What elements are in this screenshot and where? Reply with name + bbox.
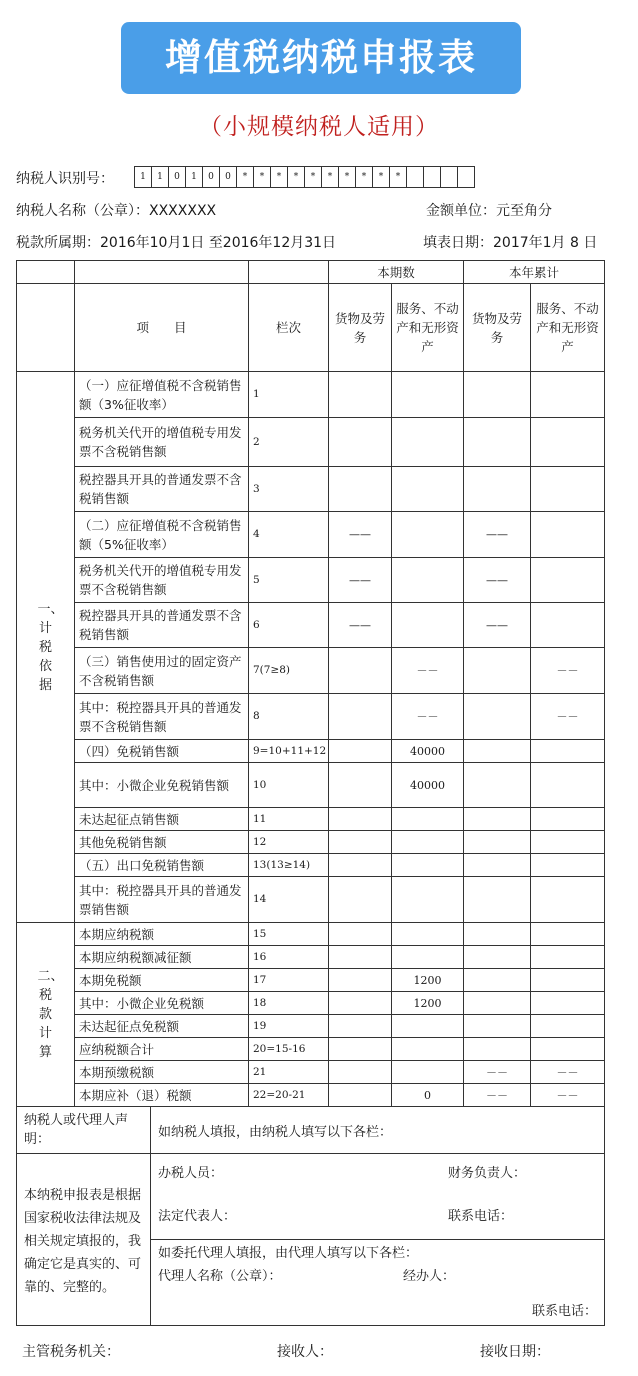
cell-services-current — [392, 808, 464, 831]
cell-services-ytd — [531, 763, 605, 808]
row-item-label: 本期免税额 — [75, 969, 249, 992]
cell-goods-ytd — [464, 648, 531, 694]
cell-services-current — [392, 1015, 464, 1038]
cell-services-ytd — [531, 992, 605, 1015]
taxpayer-id-box: * — [270, 166, 288, 188]
cell-services-current — [392, 923, 464, 946]
row-item-label: 其中：税控器具开具的普通发票不含税销售额 — [75, 694, 249, 740]
row-line-number: 6 — [249, 603, 329, 648]
cell-services-current — [392, 512, 464, 558]
cell-services-ytd: －－ — [531, 648, 605, 694]
cell-goods-ytd — [464, 418, 531, 467]
declaration-statement: 本纳税申报表是根据国家税收法律法规及相关规定填报的，我确定它是真实的、可靠的、完整的。 — [17, 1154, 151, 1326]
cell-services-ytd: －－ — [531, 694, 605, 740]
cell-goods-current — [329, 648, 392, 694]
tax-period-value: 2016年10月1日 至2016年12月31日 — [100, 235, 337, 251]
fill-date-row — [423, 232, 597, 252]
table-row — [17, 740, 605, 763]
row-item-label: 未达起征点免税额 — [75, 1015, 249, 1038]
tax-authority-label: 主管税务机关： — [22, 1344, 120, 1360]
phone-label: 联系电话： — [448, 1209, 514, 1224]
cell-services-ytd — [531, 372, 605, 418]
row-item-label: 税务机关代开的增值税专用发票不含税销售额 — [75, 418, 249, 467]
row-line-number: 18 — [249, 992, 329, 1015]
section-label: 一、计税依据 — [37, 601, 64, 693]
agent-signature-area — [151, 1240, 604, 1325]
form-title: 增值税纳税申报表 — [121, 22, 521, 94]
cell-goods-current — [329, 1038, 392, 1061]
table-row — [17, 808, 605, 831]
cell-goods-current — [329, 763, 392, 808]
row-line-number: 10 — [249, 763, 329, 808]
table-row — [17, 854, 605, 877]
row-line-number: 21 — [249, 1061, 329, 1084]
cell-goods-current: —— — [329, 558, 392, 603]
cell-goods-current — [329, 969, 392, 992]
tax-period-row — [16, 232, 336, 252]
header-blank-b — [75, 261, 249, 284]
header-goods-ytd: 货物及劳务 — [464, 284, 531, 372]
row-item-label: 其中：税控器具开具的普通发票销售额 — [75, 877, 249, 923]
taxpayer-id-box: * — [236, 166, 254, 188]
row-line-number: 13(13≥14) — [249, 854, 329, 877]
table-row — [17, 418, 605, 467]
row-item-label: （四）免税销售额 — [75, 740, 249, 763]
cell-services-ytd — [531, 854, 605, 877]
row-line-number: 7(7≥8) — [249, 648, 329, 694]
row-item-label: （五）出口免税销售额 — [75, 854, 249, 877]
taxpayer-id-box: 1 — [134, 166, 152, 188]
row-item-label: 税务机关代开的增值税专用发票不含税销售额 — [75, 558, 249, 603]
taxpayer-id-box: * — [389, 166, 407, 188]
row-item-label: （二）应征增值税不含税销售额（5%征收率） — [75, 512, 249, 558]
row-item-label: 税控器具开具的普通发票不含税销售额 — [75, 603, 249, 648]
receive-date-label: 接收日期： — [480, 1344, 550, 1360]
row-item-label: （一）应征增值税不含税销售额（3%征收率） — [75, 372, 249, 418]
cell-goods-ytd — [464, 854, 531, 877]
cell-goods-ytd — [464, 763, 531, 808]
section-tax-calculation — [17, 923, 75, 1107]
cell-services-current — [392, 467, 464, 512]
self-fill-instruction: 如纳税人填报，由纳税人填写以下各栏： — [151, 1107, 605, 1154]
taxpayer-id-box: * — [321, 166, 339, 188]
taxpayer-id-box: * — [304, 166, 322, 188]
cell-goods-ytd — [464, 694, 531, 740]
cell-goods-ytd — [464, 1015, 531, 1038]
cell-goods-ytd: —— — [464, 512, 531, 558]
table-row — [17, 558, 605, 603]
cell-services-current — [392, 946, 464, 969]
taxpayer-name-row — [16, 200, 216, 220]
amount-unit-label: 金额单位： — [426, 203, 496, 219]
agent-name-line — [158, 1265, 597, 1288]
taxpayer-id-box: * — [287, 166, 305, 188]
cell-goods-ytd — [464, 831, 531, 854]
table-row — [17, 1084, 605, 1107]
agent-phone-label: 联系电话： — [531, 1304, 597, 1319]
cell-services-ytd — [531, 603, 605, 648]
taxpayer-signature-area — [151, 1154, 604, 1240]
cell-services-current — [392, 558, 464, 603]
cell-services-ytd — [531, 1015, 605, 1038]
row-item-label: 其中：小微企业免税额 — [75, 992, 249, 1015]
taxpayer-id-box: * — [372, 166, 390, 188]
row-line-number: 9=10+11+12 — [249, 740, 329, 763]
table-row — [17, 969, 605, 992]
cell-services-current: 1200 — [392, 992, 464, 1015]
cell-goods-current — [329, 372, 392, 418]
cell-goods-ytd — [464, 992, 531, 1015]
taxpayer-id-box: 0 — [219, 166, 237, 188]
cell-services-current: 40000 — [392, 740, 464, 763]
row-line-number: 11 — [249, 808, 329, 831]
cell-services-ytd — [531, 1038, 605, 1061]
row-item-label: 其他免税销售额 — [75, 831, 249, 854]
cell-goods-ytd — [464, 808, 531, 831]
cell-goods-current — [329, 923, 392, 946]
cell-services-current — [392, 418, 464, 467]
table-row — [17, 467, 605, 512]
taxpayer-id-box: 0 — [168, 166, 186, 188]
cell-goods-ytd — [464, 1038, 531, 1061]
taxpayer-id-box: * — [338, 166, 356, 188]
handler-label: 办税人员： — [158, 1166, 224, 1181]
agent-phone-line — [158, 1300, 597, 1323]
section-tax-basis — [17, 372, 75, 923]
taxpayer-name-value: XXXXXXX — [149, 203, 217, 219]
header-current-period: 本期数 — [329, 261, 464, 284]
row-line-number: 12 — [249, 831, 329, 854]
header-item: 项 目 — [75, 284, 249, 372]
row-item-label: 未达起征点销售额 — [75, 808, 249, 831]
taxpayer-id-label: 纳税人识别号： — [16, 171, 114, 187]
table-row — [17, 1015, 605, 1038]
row-line-number: 1 — [249, 372, 329, 418]
cell-services-ytd — [531, 558, 605, 603]
cell-services-ytd — [531, 923, 605, 946]
receiver-label: 接收人： — [277, 1344, 333, 1360]
header-blank-a — [17, 261, 75, 284]
cell-services-ytd — [531, 831, 605, 854]
cell-goods-current — [329, 467, 392, 512]
cell-goods-ytd — [464, 372, 531, 418]
row-line-number: 15 — [249, 923, 329, 946]
fill-date-label: 填表日期： — [423, 235, 493, 251]
header-services-current: 服务、不动产和无形资产 — [392, 284, 464, 372]
cell-services-current: 0 — [392, 1084, 464, 1107]
taxpayer-id-box — [423, 166, 441, 188]
cell-services-current — [392, 877, 464, 923]
cell-goods-ytd — [464, 969, 531, 992]
cell-goods-ytd — [464, 467, 531, 512]
cell-services-ytd — [531, 512, 605, 558]
cell-goods-ytd: —— — [464, 558, 531, 603]
form-subtitle: （小规模纳税人适用） — [199, 114, 439, 140]
taxpayer-id-box — [406, 166, 424, 188]
table-row — [17, 372, 605, 418]
table-row — [17, 992, 605, 1015]
cell-services-current — [392, 1038, 464, 1061]
cell-goods-current — [329, 854, 392, 877]
row-item-label: 税控器具开具的普通发票不含税销售额 — [75, 467, 249, 512]
cell-goods-current — [329, 808, 392, 831]
cell-services-current — [392, 854, 464, 877]
cell-services-ytd — [531, 808, 605, 831]
header-line: 栏次 — [249, 284, 329, 372]
row-line-number: 3 — [249, 467, 329, 512]
declaration-table — [16, 260, 605, 1107]
cell-goods-ytd — [464, 946, 531, 969]
taxpayer-id-box: * — [355, 166, 373, 188]
cell-goods-current — [329, 418, 392, 467]
table-row — [17, 831, 605, 854]
cell-goods-ytd: －－ — [464, 1084, 531, 1107]
amount-unit-value: 元至角分 — [496, 203, 552, 219]
cell-goods-current — [329, 946, 392, 969]
header-services-ytd: 服务、不动产和无形资产 — [531, 284, 605, 372]
row-line-number: 20=15-16 — [249, 1038, 329, 1061]
finance-head-label: 财务负责人： — [448, 1166, 527, 1181]
table-row — [17, 512, 605, 558]
amount-unit-row — [426, 200, 552, 220]
cell-services-ytd — [531, 877, 605, 923]
section-label: 二、税款计算 — [37, 969, 64, 1060]
taxpayer-id-box: 0 — [202, 166, 220, 188]
cell-services-current: 1200 — [392, 969, 464, 992]
taxpayer-id-box — [457, 166, 475, 188]
row-line-number: 19 — [249, 1015, 329, 1038]
taxpayer-id-box: 1 — [151, 166, 169, 188]
cell-goods-ytd — [464, 923, 531, 946]
cell-goods-ytd: —— — [464, 603, 531, 648]
row-item-label: 本期预缴税额 — [75, 1061, 249, 1084]
row-item-label: （三）销售使用过的固定资产不含税销售额 — [75, 648, 249, 694]
cell-goods-current — [329, 740, 392, 763]
header-goods-current: 货物及劳务 — [329, 284, 392, 372]
cell-services-ytd — [531, 946, 605, 969]
cell-services-current: －－ — [392, 694, 464, 740]
table-row — [17, 946, 605, 969]
cell-goods-current — [329, 992, 392, 1015]
table-row — [17, 603, 605, 648]
row-line-number: 22=20-21 — [249, 1084, 329, 1107]
taxpayer-name-label: 纳税人名称（公章）： — [16, 203, 149, 219]
cell-goods-ytd — [464, 877, 531, 923]
row-line-number: 17 — [249, 969, 329, 992]
cell-goods-current — [329, 1061, 392, 1084]
cell-goods-current — [329, 831, 392, 854]
cell-services-current: －－ — [392, 648, 464, 694]
header-year-to-date: 本年累计 — [464, 261, 605, 284]
agent-fill-instruction: 如委托代理人填报，由代理人填写以下各栏： — [158, 1246, 419, 1261]
cell-goods-ytd — [464, 740, 531, 763]
agent-name-label: 代理人名称（公章）： — [158, 1269, 282, 1284]
cell-services-ytd — [531, 969, 605, 992]
cell-goods-current — [329, 694, 392, 740]
row-line-number: 14 — [249, 877, 329, 923]
table-row — [17, 763, 605, 808]
row-item-label: 应纳税额合计 — [75, 1038, 249, 1061]
row-item-label: 其中：小微企业免税销售额 — [75, 763, 249, 808]
table-row — [17, 877, 605, 923]
taxpayer-id-box — [440, 166, 458, 188]
row-line-number: 16 — [249, 946, 329, 969]
row-item-label: 本期应纳税额 — [75, 923, 249, 946]
taxpayer-id-box: 1 — [185, 166, 203, 188]
tax-period-label: 税款所属期： — [16, 235, 100, 251]
header-blank-c — [249, 261, 329, 284]
taxpayer-id-boxes — [135, 166, 475, 188]
row-line-number: 4 — [249, 512, 329, 558]
cell-services-ytd: －－ — [531, 1061, 605, 1084]
row-line-number: 2 — [249, 418, 329, 467]
declaration-title: 纳税人或代理人声明： — [17, 1107, 151, 1154]
fill-date-value: 2017年1月 8 日 — [493, 235, 598, 251]
legal-rep-line — [158, 1205, 597, 1228]
cell-goods-current: —— — [329, 512, 392, 558]
signature-section — [151, 1154, 605, 1326]
table-row — [17, 694, 605, 740]
taxpayer-id-box: * — [253, 166, 271, 188]
row-item-label: 本期应纳税额减征额 — [75, 946, 249, 969]
cell-services-current — [392, 372, 464, 418]
row-item-label: 本期应补（退）税额 — [75, 1084, 249, 1107]
row-line-number: 5 — [249, 558, 329, 603]
cell-goods-ytd: －－ — [464, 1061, 531, 1084]
legal-rep-label: 法定代表人： — [158, 1209, 237, 1224]
row-line-number: 8 — [249, 694, 329, 740]
cell-services-current — [392, 1061, 464, 1084]
cell-services-ytd: －－ — [531, 1084, 605, 1107]
cell-goods-current — [329, 877, 392, 923]
cell-services-ytd — [531, 418, 605, 467]
agent-handler-label: 经办人： — [403, 1269, 456, 1284]
cell-services-ytd — [531, 740, 605, 763]
declaration-block — [16, 1106, 605, 1326]
cell-goods-current — [329, 1084, 392, 1107]
cell-goods-current — [329, 1015, 392, 1038]
cell-goods-current: —— — [329, 603, 392, 648]
table-row — [17, 1061, 605, 1084]
cell-services-current — [392, 831, 464, 854]
handler-line — [158, 1162, 597, 1185]
cell-services-ytd — [531, 467, 605, 512]
header-blank-d — [17, 284, 75, 372]
cell-services-current — [392, 603, 464, 648]
table-row — [17, 923, 605, 946]
table-row — [17, 648, 605, 694]
table-row — [17, 1038, 605, 1061]
cell-services-current: 40000 — [392, 763, 464, 808]
